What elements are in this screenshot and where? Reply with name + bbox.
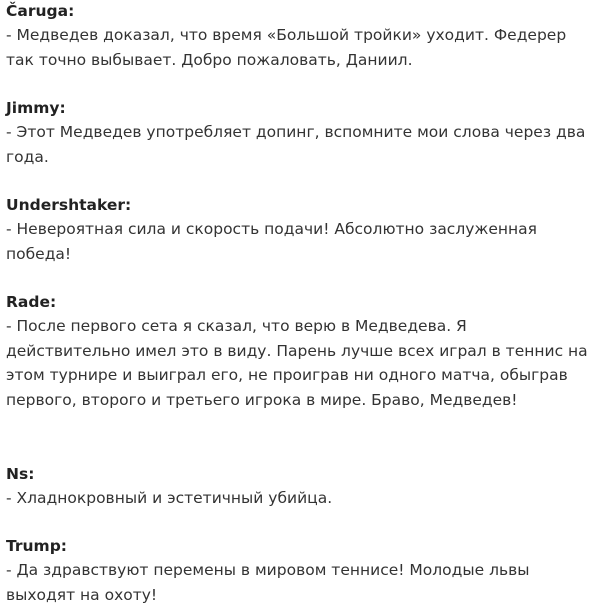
comment-text: - Да здравствуют перемены в мировом теннисе! Молодые львы выходят на охоту!	[6, 561, 530, 604]
comment-item	[6, 96, 596, 169]
comment-author: Jimmy:	[6, 99, 66, 117]
comment-author: Ns:	[6, 465, 35, 483]
comment-author: Rade:	[6, 293, 57, 311]
comment-text: - Хладнокровный и эстетичный убийца.	[6, 489, 333, 507]
comment-item	[6, 0, 596, 72]
comment-item	[6, 462, 596, 511]
comment-author: Trump:	[6, 537, 67, 555]
comment-text: - Невероятная сила и скорость подачи! Абсолютно заслуженная победа!	[6, 220, 538, 263]
comment-text: - Этот Медведев употребляет допинг, вспомните мои слова через два года.	[6, 123, 586, 166]
comment-item	[6, 193, 596, 266]
comment-author: Undershtaker:	[6, 196, 132, 214]
comment-text: - Медведев доказал, что время «Большой тройки» уходит. Федерер так точно выбывает. Добро пожаловать, Даниил.	[6, 26, 567, 69]
comment-item	[6, 534, 596, 607]
comment-text: - После первого сета я сказал, что верю в Медведева. Я действительно имел это в виду. Парень лучше всех играл в теннис на этом турнире и выиграл его, не проиграв ни одного матча, обыграв первого, второго и третьего игрока в мире. Браво, Медведев!	[6, 317, 588, 409]
comment-author: Čaruga:	[6, 2, 75, 20]
comment-item	[6, 290, 596, 412]
